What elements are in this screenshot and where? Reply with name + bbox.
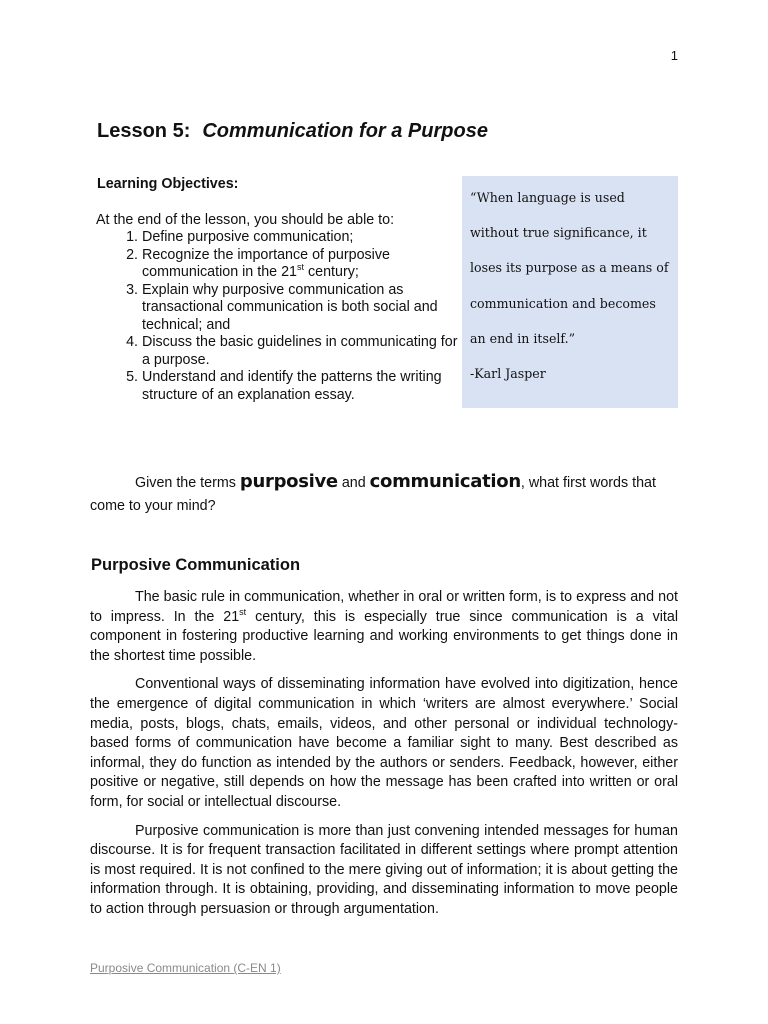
page-number: 1 — [670, 48, 678, 63]
lesson-subtitle: Communication for a Purpose — [202, 120, 488, 142]
objectives-list — [96, 229, 461, 404]
objective-item: 4. Discuss the basic guidelines in communicating for a purpose. — [142, 334, 461, 369]
objective-item: 5. Understand and identify the patterns the writing structure of an explanation essay. — [142, 369, 461, 404]
objectives-heading: Learning Objectives: — [97, 176, 239, 192]
term-purposive: purposive — [239, 471, 338, 492]
paragraph: Purposive communication is more than just convening intended messages for human discourse. It is for frequent transaction facilitated in different settings where prompt attention is most required. It is not confined to the mere giving out of information; it is about getting the information through. It is obtaining, providing, and disseminating information to move people to action through persuasion or through argumentation. — [90, 822, 678, 917]
objectives-intro: At the end of the lesson, you should be able to: — [96, 211, 395, 228]
reflection-question: Given the terms purposive and communication, what first words that come to your mind? — [90, 471, 656, 514]
lesson-title — [97, 120, 488, 143]
quote-author: -Karl Jasper — [470, 366, 546, 382]
term-communication: communication — [369, 471, 521, 492]
objective-item: 3. Explain why purposive communication as transactional communication is both social and technical; and — [142, 282, 461, 335]
learning-objectives — [96, 176, 461, 404]
quote-text: “When language is used without true significance, it loses its purpose as a means of communication and becomes an end in itself.” — [470, 190, 669, 346]
objective-item: 1. Define purposive communication; — [142, 229, 461, 247]
footer: Purposive Communication (C-EN 1) — [90, 961, 281, 975]
section-body — [90, 588, 678, 929]
paragraph: The basic rule in communication, whether in oral or written form, is to express and not to impress. In the 21st century, this is especially true since communication is a vital component in fostering productive learning and working environments to get things done in the shortest time possible. — [90, 589, 679, 664]
section-heading: Purposive Communication — [91, 556, 301, 574]
paragraph: Conventional ways of disseminating information have evolved into digitization, hence the emergence of digital communication in which ‘writers are almost everywhere.’ Social media, posts, blogs, chats, emails, videos, and other personal or individual technology-based forms of communication have become a familiar sight to many. Best described as informal, they do function as intended by the authors or senders. Feedback, however, either positive or negative, still depends on how the message has been crafted into written or oral form, for social or intellectual discourse. — [90, 676, 678, 810]
lesson-label: Lesson 5: — [97, 120, 191, 142]
quote-box — [462, 176, 678, 408]
objective-item: 2. Recognize the importance of purposive communication in the 21st century; — [142, 247, 461, 282]
